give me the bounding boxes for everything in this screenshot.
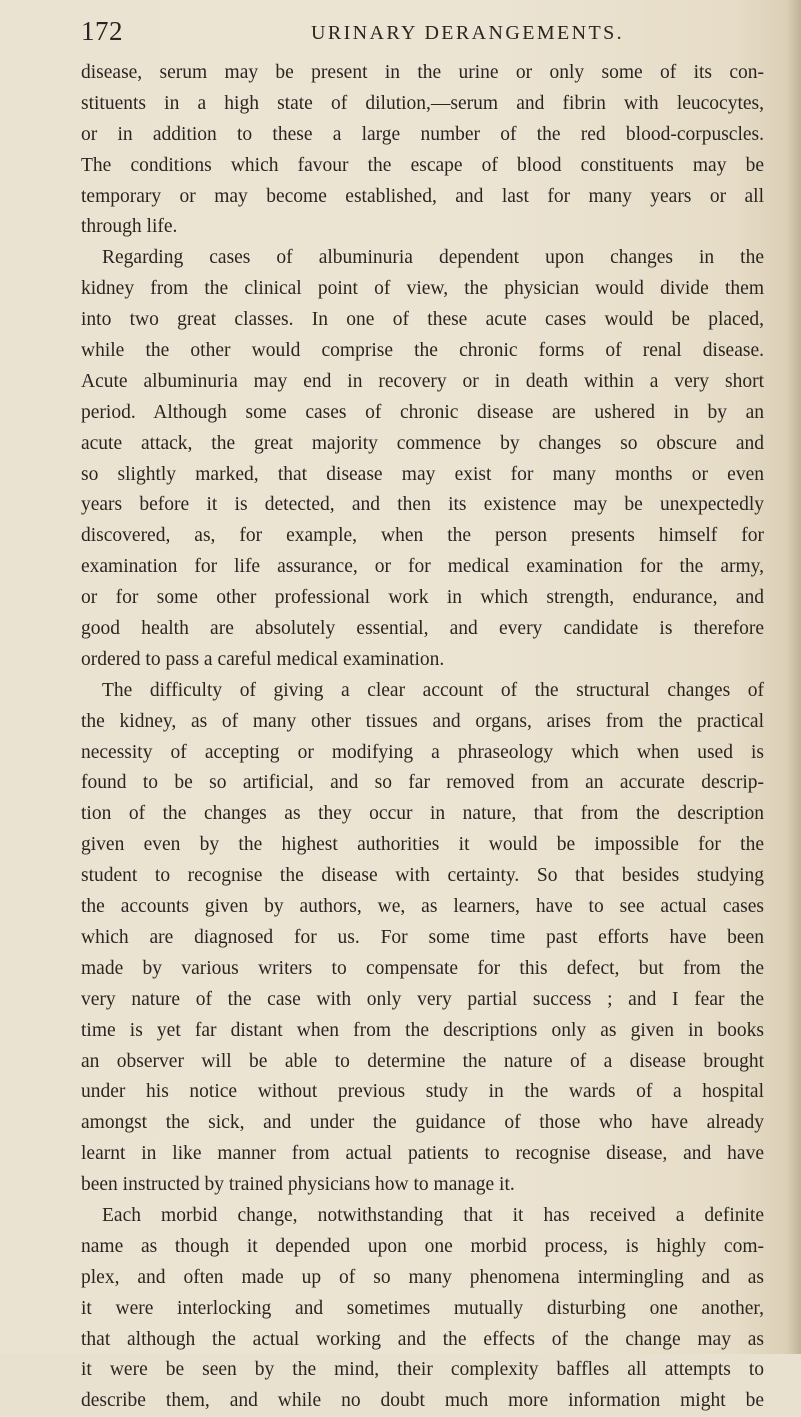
text-line: kidney from the clinical point of view, the physician would divide them [81,278,764,300]
text-line: The conditions which favour the escape of blood constituents may be [81,154,764,176]
text-line: which are diagnosed for us. For some time past efforts have been [81,926,764,948]
page-edge-shadow [787,0,801,1354]
text-line: so slightly marked, that disease may exist for many months or even [81,463,764,485]
text-line: the kidney, as of many other tissues and organs, arises from the practical [81,710,764,732]
text-line: that although the actual working and the effects of the change may as [81,1328,764,1350]
text-line: Regarding cases of albuminuria dependent upon changes in the [102,247,764,269]
text-line: amongst the sick, and under the guidance of those who have already [81,1112,764,1134]
text-line: tion of the changes as they occur in nature, that from the description [81,803,764,825]
text-line: stituents in a high state of dilution,—serum and fibrin with leucocytes, [81,92,764,114]
text-line: name as though it depended upon one morbid process, is highly com- [81,1235,764,1257]
text-line: plex, and often made up of so many phenomena intermingling and as [81,1266,764,1288]
text-line: Each morbid change, notwithstanding that it has received a definite [102,1204,764,1226]
text-line: describe them, and while no doubt much more information might be [81,1390,764,1412]
text-line: examination for life assurance, or for medical examination for the army, [81,556,764,578]
text-line: necessity of accepting or modifying a phraseology which when used is [81,741,764,763]
text-line: into two great classes. In one of these acute cases would be placed, [81,309,764,331]
text-line: given even by the highest authorities it would be impossible for the [81,834,764,856]
text-line: ordered to pass a careful medical examination. [81,648,445,670]
text-line: the accounts given by authors, we, as learners, have to see actual cases [81,896,764,918]
text-line: temporary or may become established, and last for many years or all [81,185,764,207]
text-line: made by various writers to compensate for this defect, but from the [81,957,764,979]
text-line: years before it is detected, and then its existence may be unexpectedly [81,494,764,516]
text-line: an observer will be able to determine the nature of a disease brought [81,1050,764,1072]
text-line: good health are absolutely essential, and every candidate is therefore [81,618,764,640]
text-line: found to be so artificial, and so far removed from an accurate descrip- [81,772,764,794]
text-line: under his notice without previous study in the wards of a hospital [81,1081,764,1103]
text-line: learnt in like manner from actual patients to recognise disease, and have [81,1143,764,1165]
text-line: discovered, as, for example, when the person presents himself for [81,525,764,547]
running-head: URINARY DERANGEMENTS. [311,22,624,44]
text-line: time is yet far distant when from the descriptions only as given in books [81,1019,764,1041]
text-line: Acute albuminuria may end in recovery or in death within a very short [81,370,764,392]
text-line: or in addition to these a large number of the red blood-corpuscles. [81,123,764,145]
page-number: 172 [81,16,123,46]
page-header [81,10,761,50]
text-line: period. Although some cases of chronic disease are ushered in by an [81,401,764,423]
text-line: disease, serum may be present in the urine or only some of its con- [81,62,764,83]
text-line: it were be seen by the mind, their complexity baffles all attempts to [81,1359,764,1381]
text-line: acute attack, the great majority commence by changes so obscure and [81,432,764,454]
text-line: very nature of the case with only very partial success ; and I fear the [81,988,764,1010]
text-line: or for some other professional work in which strength, endurance, and [81,587,764,609]
text-line: been instructed by trained physicians how to manage it. [81,1174,515,1196]
text-line: student to recognise the disease with certainty. So that besides studying [81,865,764,887]
text-line: The difficulty of giving a clear account of the structural changes of [102,679,764,701]
text-line: while the other would comprise the chronic forms of renal disease. [81,340,764,362]
body-text [81,58,764,1417]
text-line: it were interlocking and sometimes mutually disturbing one another, [81,1297,764,1319]
text-line: through life. [81,216,178,238]
